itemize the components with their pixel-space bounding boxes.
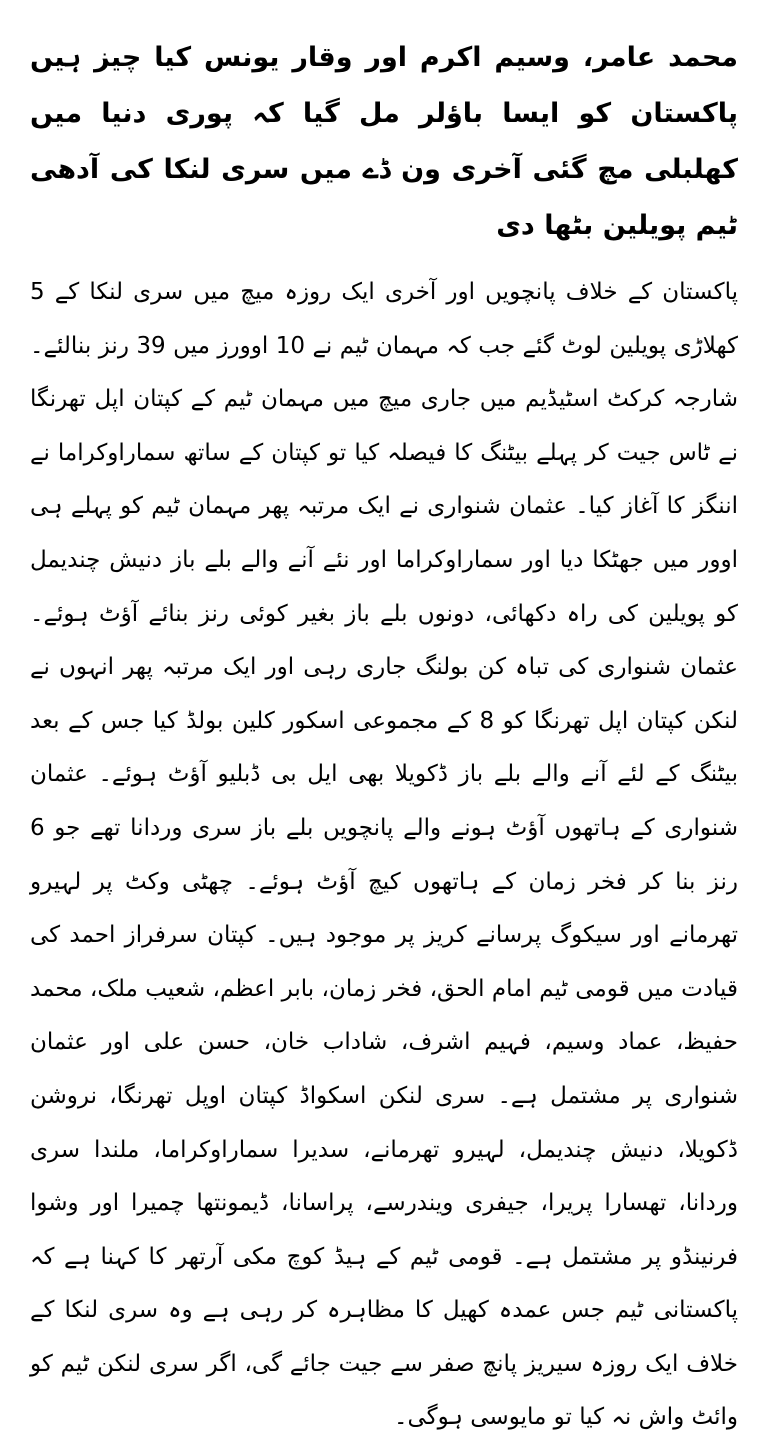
article-headline: محمد عامر، وسیم اکرم اور وقار یونس کیا چیز ہیں پاکستان کو ایسا باؤلر مل گیا کہ پوری دنیا میں کھلبلی مچ گئی آخری ون ڈے میں سری لنکا کی آدھی ٹیم پویلین بٹھا دی [30,42,738,241]
article-body: پاکستان کے خلاف پانچویں اور آخری ایک روزہ میچ میں سری لنکا کے 5 کھلاڑی پویلین لوٹ گئے جب کہ مہمان ٹیم نے 10 اوورز میں 39 رنز بنالئے۔ شارجہ کرکٹ اسٹیڈیم میں جاری میچ میں مہمان ٹیم کے کپتان اپل تھرنگا نے ٹاس جیت کر پہلے بیٹنگ کا فیصلہ کیا تو کپتان کے ساتھ سماراوکراما نے اننگز کا آغاز کیا۔ عثمان شنواری نے ایک مرتبہ پھر مہمان ٹیم کو پہلے ہی اوور میں جھٹکا دیا اور سماراوکراما اور نئے آنے والے بلے باز دنیش چندیمل کو پویلین کی راہ دکھائی، دونوں بلے باز بغیر کوئی رنز بنائے آؤٹ ہوئے۔ عثمان شنواری کی تباہ کن بولنگ جاری رہی اور ایک مرتبہ پھر انہوں نے لنکن کپتان اپل تھرنگا کو 8 کے مجموعی اسکور کلین بولڈ کیا جس کے بعد بیٹنگ کے لئے آنے والے بلے باز ڈکویلا بھی ایل بی ڈبلیو آؤٹ ہوئے۔ عثمان شنواری کے ہاتھوں آؤٹ ہونے والے پانچویں بلے باز سری وردانا تھے جو 6 رنز بنا کر فخر زمان کے ہاتھوں کیچ آؤٹ ہوئے۔ چھٹی وکٹ پر لہیرو تھرمانے اور سیکوگ پرسانے کریز پر موجود ہیں۔ کپتان سرفراز احمد کی قیادت میں قومی ٹیم امام الحق، فخر زمان، بابر اعظم، شعیب ملک، محمد حفیظ، عماد وسیم، فہیم اشرف، شاداب خان، حسن علی اور عثمان شنواری پر مشتمل ہے۔ سری لنکن اسکواڈ کپتان اوپل تھرنگا، نروشن ڈکویلا، دنیش چندیمل، لہیرو تھرمانے، سدیرا سماراوکراما، ملندا سری وردانا، تھسارا پریرا، جیفری ویندرسے، پراسانا، ڈیمونتھا چمیرا اور وشوا فرنینڈو پر مشتمل ہے۔ قومی ٹیم کے ہیڈ کوچ مکی آرتھر کا کہنا ہے کہ پاکستانی ٹیم جس عمدہ کھیل کا مظاہرہ کر رہی ہے وہ سری لنکا کے خلاف ایک روزہ سیریز پانچ صفر سے جیت جائے گی، اگر سری لنکن ٹیم کو وائٹ واش نہ کیا تو مایوسی ہوگی۔ [30,279,738,1431]
